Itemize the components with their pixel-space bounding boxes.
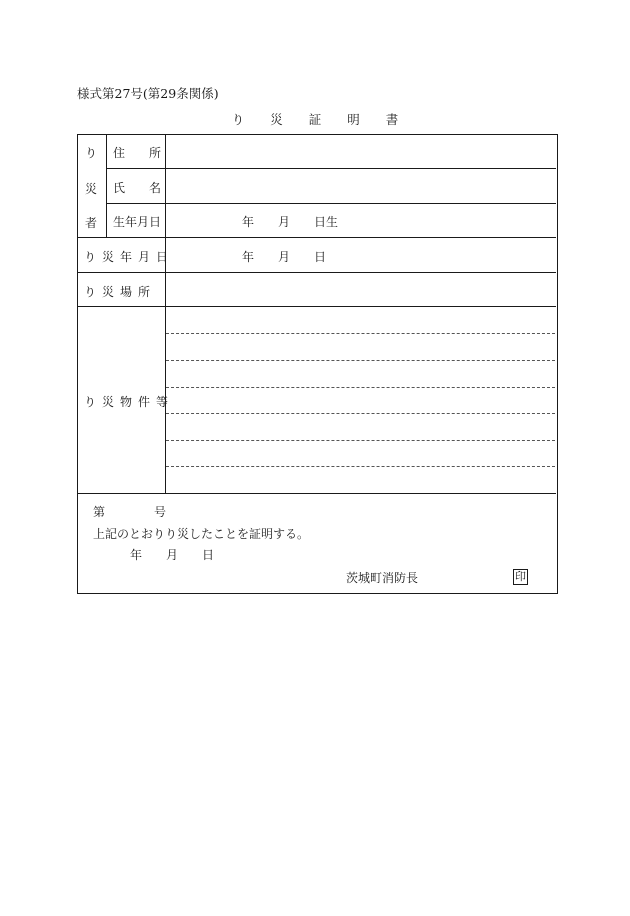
name-label: 氏 名 [113, 181, 162, 195]
row-divider [77, 493, 556, 494]
certificate-number-prefix: 第 [93, 505, 106, 519]
entry-line [166, 333, 555, 334]
birthdate-label: 生年月日 [113, 215, 162, 229]
certification-day: 日 [202, 548, 215, 562]
title-char: り [231, 112, 245, 127]
title-char: 明 [347, 112, 360, 127]
row-divider [77, 272, 556, 273]
damaged-items-label: り災物件等 [84, 395, 175, 409]
disaster-date-label: り災年月日 [84, 250, 175, 264]
document-title [0, 110, 630, 128]
certification-year: 年 [130, 548, 143, 562]
title-char: 書 [385, 112, 399, 127]
victim-group-char: り [85, 146, 98, 160]
entry-line [166, 413, 555, 414]
row-divider [106, 168, 556, 169]
entry-line [166, 387, 555, 388]
victim-group-char: 災 [85, 182, 98, 196]
column-divider [106, 134, 107, 237]
certificate-number-suffix: 号 [154, 505, 167, 519]
issuer-name: 茨城町消防長 [346, 571, 419, 585]
disaster-month-unit: 月 [278, 250, 291, 264]
title-char: 災 [270, 112, 283, 127]
seal-mark: 印 [515, 570, 526, 583]
entry-line [166, 466, 555, 467]
certification-statement: 上記のとおりり災したことを証明する。 [93, 527, 310, 541]
birth-month-unit: 月 [278, 215, 291, 229]
address-label: 住 所 [113, 146, 162, 160]
certification-month: 月 [166, 548, 179, 562]
disaster-place-label: り災場所 [84, 285, 157, 299]
entry-line [166, 440, 555, 441]
victim-group-char: 者 [85, 216, 98, 230]
row-divider [106, 203, 556, 204]
disaster-day-unit: 日 [314, 250, 327, 264]
form-number: 様式第27号(第29条関係) [77, 86, 219, 101]
row-divider [77, 306, 556, 307]
entry-line [166, 360, 555, 361]
birth-day-unit: 日生 [314, 215, 339, 229]
birth-year-unit: 年 [242, 215, 255, 229]
disaster-year-unit: 年 [242, 250, 255, 264]
title-char: 証 [308, 112, 322, 127]
row-divider [77, 237, 556, 238]
